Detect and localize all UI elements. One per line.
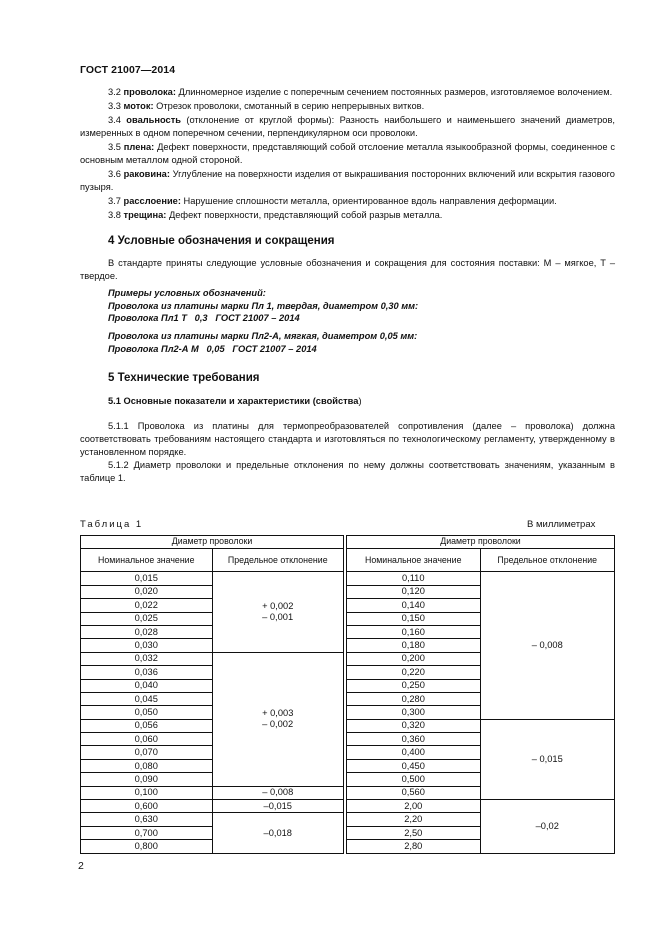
nominal-cell: 0,022 [81,599,213,612]
nominal-cell: 0,320 [346,719,480,732]
nominal-cell: 0,160 [346,625,480,638]
nominal-cell: 0,032 [81,652,213,665]
nominal-cell: 0,060 [81,733,213,746]
definition-item: 3.6 раковина: Углубление на поверхности изделия от выкрашивания посторонних включений или вскрытия газового пузыря. [80,168,615,192]
nominal-cell: 0,600 [81,800,213,813]
nominal-cell: 0,630 [81,813,213,826]
paragraph-5-1-2: 5.1.2 Диаметр проволоки и предельные отклонения по нему должны соответствовать значениям, указанным в таблице 1. [80,460,615,483]
nominal-cell: 0,800 [81,840,213,853]
nominal-cell: 0,360 [346,733,480,746]
nominal-cell: 0,140 [346,599,480,612]
column-header-nominal: Номинальное значение [346,549,480,572]
nominal-cell: 0,400 [346,746,480,759]
column-header-nominal: Номинальное значение [81,549,213,572]
nominal-cell: 0,200 [346,652,480,665]
definition-item: 3.3 моток: Отрезок проволоки, смотанный в серию непрерывных витков. [108,101,425,112]
nominal-cell: 0,070 [81,746,213,759]
nominal-cell: 0,015 [81,572,213,585]
nominal-cell: 0,220 [346,666,480,679]
nominal-cell: 0,150 [346,612,480,625]
definition-item: 3.8 трещина: Дефект поверхности, представляющий собой разрыв металла. [108,209,443,220]
table-row [81,572,615,585]
diameter-table [80,535,615,854]
section-4-title: 4 Условные обозначения и сокращения [108,234,335,247]
example-line: Проволока из платины марки Пл 1, твердая, диаметром 0,30 мм: [108,300,419,311]
definition-item: 3.2 проволока: Длинномерное изделие с поперечным сечением постоянных размеров, изготовляемое волочением. [108,87,613,97]
paragraph-5-1-1: 5.1.1 Проволока из платины для термопреобразователей сопротивления (далее – проволока) должна соответствовать требованиям настоящего стандарта и изготовляться по технологическому регламенту, утвержденному в установленном порядке. [80,421,615,457]
nominal-cell: 0,500 [346,773,480,786]
nominal-cell: 0,020 [81,585,213,598]
definition-item: 3.5 плена: Дефект поверхности, представляющий собой отслоение металла языкообразной формы, соединенное с основным металлом одной стороной. [80,142,615,165]
nominal-cell: 2,20 [346,813,480,826]
deviation-cell: – 0,015 [480,719,615,799]
deviation-cell: – 0,008 [212,786,343,799]
group-header: Диаметр проволоки [346,536,614,549]
nominal-cell: 0,050 [81,706,213,719]
deviation-cell: + 0,002 – 0,001 [212,572,343,652]
document-header: ГОСТ 21007—2014 [80,64,176,76]
nominal-cell: 2,00 [346,800,480,813]
nominal-cell: 2,80 [346,840,480,853]
nominal-cell: 0,300 [346,706,480,719]
nominal-cell: 0,025 [81,612,213,625]
deviation-cell: + 0,003 – 0,002 [212,652,343,786]
section-5-title: 5 Технические требования [108,372,260,385]
section-4-text: В стандарте приняты следующие условные обозначения и сокращения для состояния поставки: М – мягкое, Т – твердое. [80,258,615,281]
column-header-deviation: Предельное отклонение [480,549,615,572]
nominal-cell: 0,250 [346,679,480,692]
nominal-cell: 0,045 [81,692,213,705]
deviation-cell: – 0,008 [480,572,615,719]
example-line: Проволока Пл2-А М 0,05 ГОСТ 21007 – 2014 [108,343,317,354]
nominal-cell: 2,50 [346,826,480,839]
nominal-cell: 0,040 [81,679,213,692]
nominal-cell: 0,560 [346,786,480,799]
nominal-cell: 0,280 [346,692,480,705]
deviation-cell: –0,018 [212,813,343,853]
nominal-cell: 0,450 [346,759,480,772]
nominal-cell: 0,120 [346,585,480,598]
nominal-cell: 0,090 [81,773,213,786]
nominal-cell: 0,030 [81,639,213,652]
table-caption: Таблица 1 [80,519,144,530]
definition-item: 3.7 расслоение: Нарушение сплошности металла, ориентированное вдоль направления деформации. [108,195,557,206]
table-unit: В миллиметрах [527,519,596,530]
nominal-cell: 0,056 [81,719,213,732]
section-5-1-title: 5.1 Основные показатели и характеристики (свойства) [108,395,362,406]
page-content [80,86,615,484]
nominal-cell: 0,110 [346,572,480,585]
nominal-cell: 0,036 [81,666,213,679]
nominal-cell: 0,700 [81,826,213,839]
deviation-cell: –0,015 [212,800,343,813]
nominal-cell: 0,100 [81,786,213,799]
table-row [81,719,615,732]
examples-block [80,287,615,355]
example-line: Проволока Пл1 Т 0,3 ГОСТ 21007 – 2014 [108,313,300,324]
deviation-cell: –0,02 [480,800,615,854]
definitions-list [80,86,615,222]
nominal-cell: 0,080 [81,759,213,772]
page-number: 2 [78,860,84,872]
nominal-cell: 0,028 [81,625,213,638]
group-header: Диаметр проволоки [81,536,344,549]
examples-heading: Примеры условных обозначений: [108,288,266,299]
definition-item: 3.4 овальность (отклонение от круглой формы): Разность наибольшего и наименьшего значений диаметров, измеренных в одном поперечном сечении, перпендикулярном оси проволоки. [80,115,615,138]
column-header-deviation: Предельное отклонение [212,549,343,572]
nominal-cell: 0,180 [346,639,480,652]
table-row [81,800,615,813]
example-line: Проволока из платины марки Пл2-А, мягкая, диаметром 0,05 мм: [108,331,418,342]
